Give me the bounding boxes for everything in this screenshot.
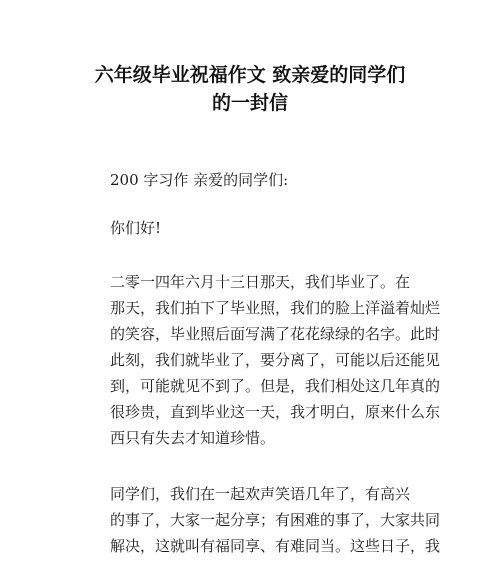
paragraph-line: 的事了，大家一起分享；有困难的事了，大家共同: [110, 511, 441, 529]
paragraph-line: 解决，这就叫有福同享、有难同当。这些日子，我: [110, 537, 441, 555]
paragraph-line: 的笑容，毕业照后面写满了花花绿绿的名字。此时: [110, 325, 441, 343]
paragraph-line: 那天，我们拍下了毕业照，我们的脸上洋溢着灿烂: [110, 299, 441, 317]
paragraph-classmates: [110, 481, 441, 559]
title-line-1: 六年级毕业祝福作文 致亲爱的同学们: [94, 64, 406, 86]
paragraph-line: 200 字习作 亲爱的同学们:: [110, 171, 289, 189]
paragraph-line: 到，可能就见不到了。但是，我们相处这几年真的: [110, 377, 441, 395]
paragraph-greeting-heading: [110, 167, 412, 193]
paragraph-line: 同学们，我们在一起欢声笑语几年了，有高兴: [110, 485, 411, 503]
title-line-2: 的一封信: [211, 92, 288, 114]
paragraph-line: 你们好!: [110, 219, 162, 237]
paragraph-graduation: [110, 269, 441, 451]
paragraph-line: 此刻，我们就毕业了，要分离了，可能以后还能见: [110, 351, 441, 369]
document-title: [70, 61, 430, 117]
paragraph-line: 二零一四年六月十三日那天，我们毕业了。在: [110, 273, 411, 291]
paragraph-line: 很珍贵，直到毕业这一天，我才明白，原来什么东: [110, 403, 441, 421]
paragraph-line: 西只有失去才知道珍惜。: [110, 429, 276, 447]
paragraph-salutation: [110, 215, 412, 241]
